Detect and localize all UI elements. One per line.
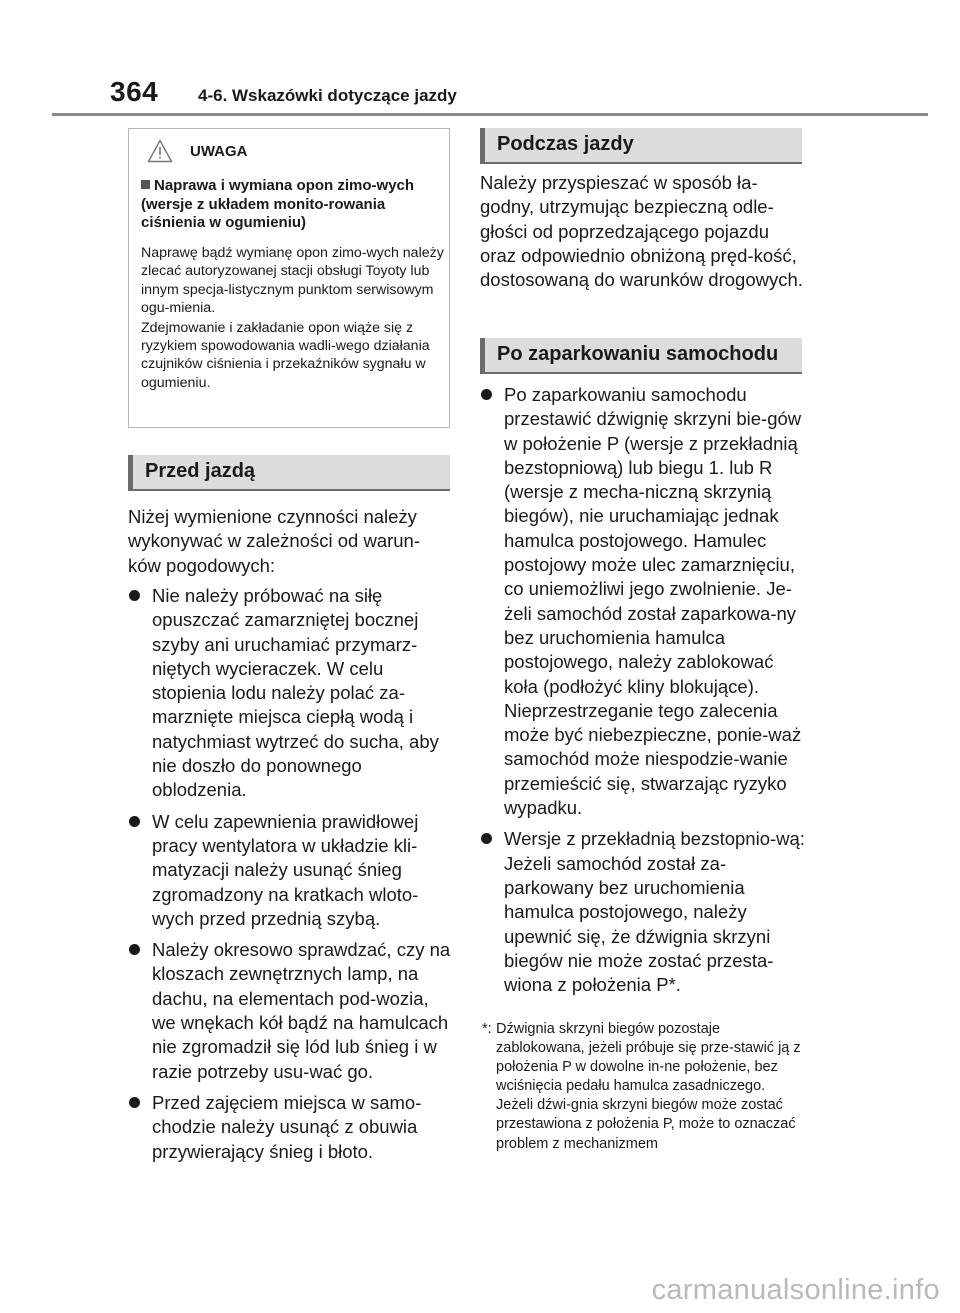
- while-driving-text: [480, 171, 804, 292]
- list-item: [128, 584, 452, 803]
- before-driving-list: [128, 584, 452, 1171]
- before-driving-intro: [128, 505, 450, 578]
- list-item: [128, 810, 452, 931]
- list-item-text: W celu zapewnienia prawidłowej pracy wentylatora w układzie kli-matyzacji należy usunąć śnieg zgromadzony na kratkach wloto-wych przed przednią szybą.: [152, 810, 419, 929]
- list-item: [480, 383, 806, 820]
- warning-body: [141, 244, 447, 393]
- footnote-text: Dźwignia skrzyni biegów pozostaje zablokowana, jeżeli próbuje się prze-stawić ją z położenia P w dowolne in-ne położenie, bez wciśnięcia pedału hamulca zasadniczego. Jeżeli dźwi-gnia skrzyni biegów może zostać przestawiona z położenia P, może to oznaczać problem z mechanizmem: [496, 1021, 801, 1152]
- bullet-icon: [129, 1097, 140, 1108]
- warning-paragraph: Zdejmowanie i zakładanie opon wiąże się z ryzykiem spowodowania wadli-wego działania czujników ciśnienia i przekaźników sygnału w ogumieniu.: [141, 319, 430, 391]
- list-item: [480, 827, 806, 997]
- page-number: 364: [110, 76, 159, 107]
- heading-before-driving-text: Przed jazdą: [145, 460, 256, 482]
- list-item-text: Wersje z przekładnią bezstopnio-wą: Jeżeli samochód został za-parkowany bez uruchomienia hamulca postojowego, należy upewnić się, że dźwignia skrzyni biegów nie może zostać przesta-wiona z położenia P*.: [504, 828, 805, 996]
- warning-triangle-icon: [147, 139, 173, 163]
- heading-while-driving-text: Podczas jazdy: [497, 133, 634, 155]
- bullet-icon: [129, 816, 140, 827]
- header-divider: [52, 113, 928, 116]
- list-item-text: Po zaparkowaniu samochodu przestawić dźwignię skrzyni bie-gów w położenie P (wersje z przekładnią bezstopniową) lub biegu 1. lub R (wersje z mecha-niczną skrzynią biegów), nie uruchamiając jednak hamulca postojowego. Hamulec postojowy może ulec zamarznięciu, co uniemożliwi jego zwolnienie. Je-żeli samochód został zaparkowa-ny bez uruchomienia hamulca postojowego, należy zablokować koła (podłożyć kliny blokujące). Nieprzestrzeganie tego zalecenia może być niebezpieczne, ponie-waż samochód może niespodzie-wanie przemieścić się, stwarzając ryzyko wypadku.: [504, 384, 802, 819]
- warning-paragraph: Naprawę bądź wymianę opon zimo-wych należy zlecać autoryzowanej stacji obsługi Toyoty lub innym specja-listycznym punktom serwisowym ogu-mienia.: [141, 245, 444, 317]
- warning-subtitle-text: Naprawa i wymiana opon zimo-wych (wersje z układem monito-rowania ciśnienia w ogumieniu): [141, 177, 415, 231]
- heading-before-driving: [128, 455, 450, 491]
- square-bullet-icon: [141, 180, 150, 189]
- section-title: 4-6. Wskazówki dotyczące jazdy: [198, 86, 457, 105]
- footnote-mark: *:: [482, 1021, 492, 1037]
- bullet-icon: [481, 389, 492, 400]
- warning-label: UWAGA: [190, 143, 248, 160]
- warning-box: [128, 128, 450, 428]
- warning-subtitle: [141, 177, 445, 233]
- while-driving-paragraph: Należy przyspieszać w sposób ła-godny, utrzymując bezpieczną odle-głości od poprzedzającego pojazdu oraz odpowiednio obniżoną pręd-kość, dostosowaną do warunków drogowych.: [480, 172, 803, 291]
- list-item-text: Należy okresowo sprawdzać, czy na kloszach zewnętrznych lamp, na dachu, na elementach pod-wozia, we wnękach kół bądź na hamulcach nie zgromadził się lód lub śnieg i w razie potrzeby usu-wać go.: [152, 939, 451, 1082]
- footnote: [482, 1020, 804, 1154]
- warning-header: [129, 139, 449, 165]
- heading-after-parking-text: Po zaparkowaniu samochodu: [497, 343, 779, 365]
- list-item: [128, 1091, 452, 1164]
- bullet-icon: [481, 833, 492, 844]
- bullet-icon: [129, 944, 140, 955]
- list-item-text: Przed zajęciem miejsca w samo-chodzie należy usunąć z obuwia przywierający śnieg i błoto.: [152, 1091, 422, 1162]
- watermark: carmanualsonline.info: [651, 1274, 940, 1306]
- intro-paragraph: Niżej wymienione czynności należy wykonywać w zależności od warun-ków pogodowych:: [128, 506, 421, 576]
- list-item-text: Nie należy próbować na siłę opuszczać zamarzniętej bocznej szyby ani uruchamiać przymarz-niętych wycieraczek. W celu stopienia lodu należy polać za-marznięte miejsca ciepłą wodą i natychmiast wytrzeć do sucha, aby nie doszło do ponownego oblodzenia.: [152, 585, 439, 801]
- list-item: [128, 938, 452, 1084]
- heading-while-driving: [480, 128, 802, 164]
- bullet-icon: [129, 590, 140, 601]
- after-parking-list: [480, 383, 806, 1004]
- heading-after-parking: [480, 338, 802, 374]
